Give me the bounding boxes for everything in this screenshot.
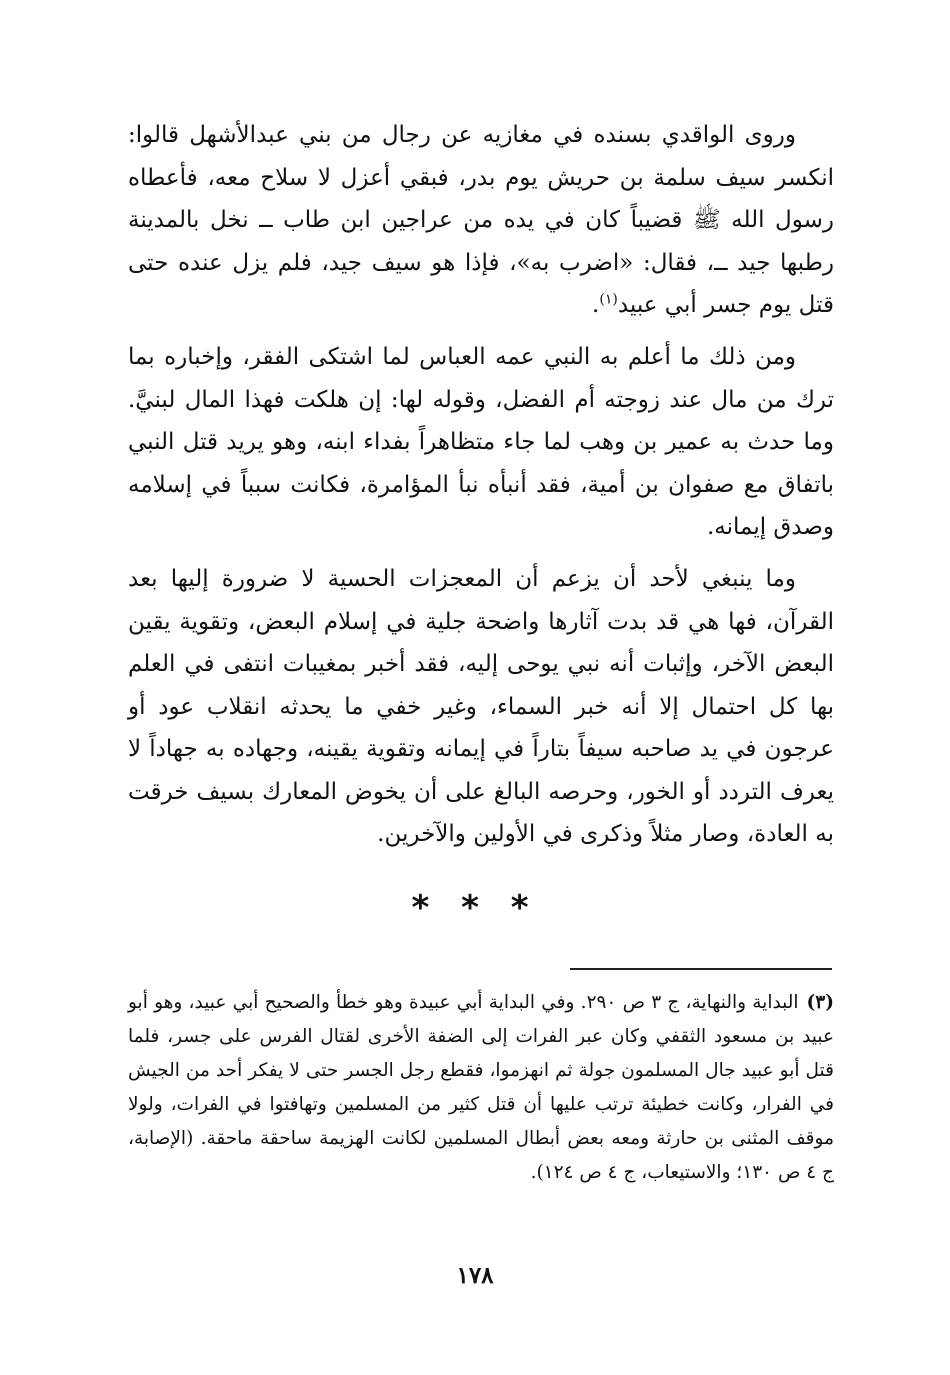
paragraph-2: ومن ذلك ما أعلم به النبي عمه العباس لما اشتكى الفقر، وإخباره بما ترك من مال عند زوجته أم الفضل، وقوله لها: إن هلكت فهذا المال لبنيَّ. وما حدث به عمير بن وهب لما جاء متظاهراً بفداء ابنه، وهو يريد قتل النبي باتفاق مع صفوان بن أمية، فقد أنبأه نبأ المؤامرة، فكانت سبباً في إسلامه وصدق إيمانه. bbox=[128, 344, 834, 540]
footnote bbox=[128, 986, 834, 1190]
paragraph-1 bbox=[128, 114, 834, 327]
footnote-text: البداية والنهاية، ج ٣ ص ٢٩٠. وفي البداية أبي عبيدة وهو خطأ والصحيح أبي عبيد، وهو أبو عبيد بن مسعود الثقفي وكان عبر الفرات إلى الضفة الأخرى لقتال الفرس على جسر، فلما قتل أبو عبيد جال المسلمون جولة ثم انهزموا، فقطع رجل الجسر حتى لا يفكر أحد من الجيش في الفرار، وكانت خطيئة ترتب عليها أن قتل كثير من المسلمين وتهافتوا في الفرات، ولولا موقف المثنى بن حارثة ومعه بعض أبطال المسلمين لكانت الهزيمة ساحقة ماحقة. (الإصابة، ج ٤ ص ١٣٠؛ والاستيعاب، ج ٤ ص ١٢٤). bbox=[128, 992, 834, 1183]
footnote-marker: (٣) bbox=[806, 992, 834, 1013]
paragraph-1-text: وروى الواقدي بسنده في مغازيه عن رجال من بني عبدالأشهل قالوا: انكسر سيف سلمة بن حريش يوم بدر، فبقي أعزل لا سلاح معه، فأعطاه رسول الله ﷺ قضيباً كان في يده من عراجين ابن طاب ــ نخل بالمدينة رطبها جيد ــ، فقال: «اضرب به»، فإذا هو سيف جيد، فلم يزل عنده حتى قتل يوم جسر أبي عبيد bbox=[128, 122, 834, 318]
paragraph-3: وما ينبغي لأحد أن يزعم أن المعجزات الحسية لا ضرورة إليها بعد القرآن، فها هي قد بدت آثارها واضحة جلية في إسلام البعض، وتقوية يقين البعض الآخر، وإثبات أنه نبي يوحى إليه، فقد أخبر بمغيبات انتفى في العلم بها كل احتمال إلا أنه خبر السماء، وغير خفي ما يحدثه انقلاب عود أو عرجون في يد صاحبه سيفاً بتاراً في إيمانه وتقوية يقينه، وجهاده به جهاداً لا يعرف التردد أو الخور، وحرصه البالغ على أن يخوض المعارك بسيف خرقت به العادة، وصار مثلاً وذكرى في الأولين والآخرين. bbox=[128, 566, 834, 847]
paragraph-1-end: . bbox=[592, 292, 600, 318]
footnote-reference: (١) bbox=[599, 291, 618, 308]
page-number: ١٧٨ bbox=[456, 1262, 494, 1289]
section-separator: * * * bbox=[411, 888, 539, 928]
footnote-divider bbox=[570, 968, 832, 970]
